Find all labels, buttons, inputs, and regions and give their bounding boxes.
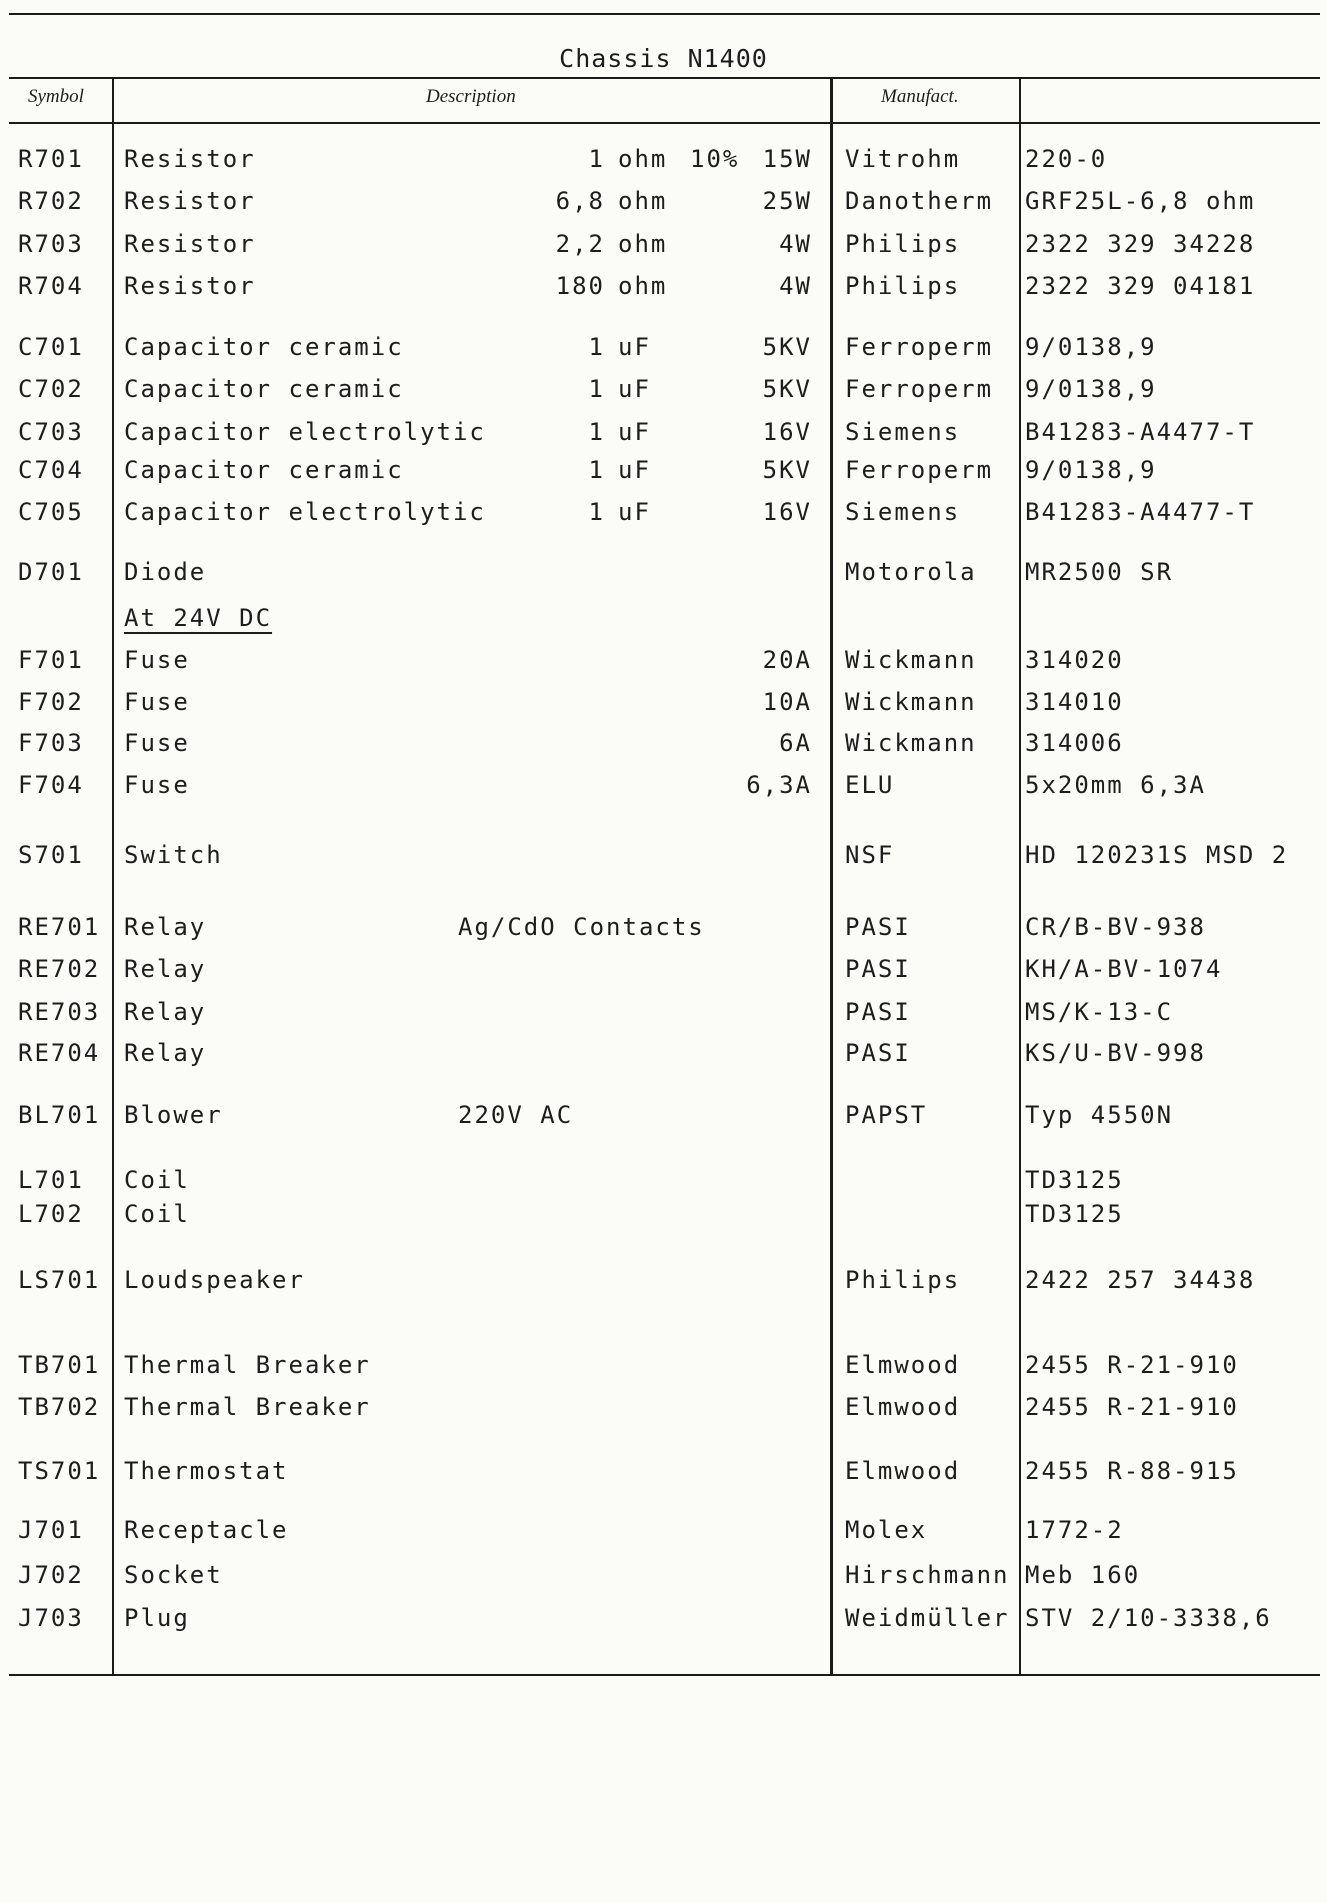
row-manufacturer: Ferroperm: [845, 375, 994, 403]
row-symbol: R703: [18, 230, 84, 258]
row-description: Capacitor electrolytic: [124, 498, 486, 526]
row-symbol: RE702: [18, 955, 101, 983]
row-description: Receptacle: [124, 1516, 289, 1544]
column-divider-symbol: [112, 79, 114, 1674]
header-manufacturer: Manufact.: [881, 86, 959, 107]
row-symbol: F703: [18, 729, 84, 757]
row-symbol: TB701: [18, 1351, 101, 1379]
row-part-number: KS/U-BV-998: [1025, 1039, 1206, 1067]
row-description: Thermal Breaker: [124, 1351, 371, 1379]
row-rating: 4W: [779, 272, 812, 300]
row-part-number: Meb 160: [1025, 1561, 1141, 1589]
row-unit: ohm: [618, 272, 668, 300]
row-manufacturer: NSF: [845, 841, 895, 869]
row-part-number: 220-0: [1025, 145, 1108, 173]
row-manufacturer: PASI: [845, 1039, 911, 1067]
row-part-number: 9/0138,9: [1025, 333, 1157, 361]
row-note: Ag/CdO Contacts: [458, 913, 705, 941]
row-part-number: 2455 R-21-910: [1025, 1393, 1239, 1421]
row-value: 1: [588, 456, 605, 484]
row-symbol: C702: [18, 375, 84, 403]
row-symbol: S701: [18, 841, 84, 869]
row-part-number: 314020: [1025, 646, 1124, 674]
row-manufacturer: Wickmann: [845, 688, 977, 716]
page-title: Chassis N1400: [559, 44, 768, 73]
row-description: Coil: [124, 1166, 190, 1194]
row-manufacturer: Wickmann: [845, 729, 977, 757]
row-part-number: HD 120231S MSD 2: [1025, 841, 1289, 869]
row-manufacturer: Elmwood: [845, 1457, 961, 1485]
row-description: Loudspeaker: [124, 1266, 305, 1294]
row-symbol: RE703: [18, 998, 101, 1026]
row-manufacturer: PASI: [845, 998, 911, 1026]
row-manufacturer: Philips: [845, 272, 961, 300]
row-symbol: R701: [18, 145, 84, 173]
row-symbol: J702: [18, 1561, 84, 1589]
row-value: 1: [588, 333, 605, 361]
row-manufacturer: Hirschmann: [845, 1561, 1010, 1589]
row-part-number: TD3125: [1025, 1166, 1124, 1194]
row-part-number: 1772-2: [1025, 1516, 1124, 1544]
row-symbol: C703: [18, 418, 84, 446]
row-description: Fuse: [124, 688, 190, 716]
row-part-number: KH/A-BV-1074: [1025, 955, 1223, 983]
row-value: 6,8: [555, 187, 605, 215]
row-value: 2,2: [555, 230, 605, 258]
row-description: Switch: [124, 841, 223, 869]
row-description: Resistor: [124, 187, 256, 215]
row-part-number: 5x20mm 6,3A: [1025, 771, 1206, 799]
row-value: 1: [588, 418, 605, 446]
row-note: 220V AC: [458, 1101, 574, 1129]
row-symbol: TS701: [18, 1457, 101, 1485]
row-symbol: F704: [18, 771, 84, 799]
row-symbol: RE701: [18, 913, 101, 941]
row-manufacturer: Ferroperm: [845, 333, 994, 361]
row-part-number: STV 2/10-3338,6: [1025, 1604, 1272, 1632]
row-symbol: RE704: [18, 1039, 101, 1067]
row-unit: uF: [618, 456, 651, 484]
column-divider-manufacturer: [1019, 79, 1021, 1674]
row-manufacturer: PASI: [845, 913, 911, 941]
top-rule: [9, 13, 1320, 15]
row-manufacturer: PASI: [845, 955, 911, 983]
row-unit: uF: [618, 375, 651, 403]
row-rating: 10A: [762, 688, 812, 716]
row-manufacturer: PAPST: [845, 1101, 928, 1129]
row-manufacturer: Vitrohm: [845, 145, 961, 173]
row-manufacturer: Siemens: [845, 498, 961, 526]
row-rating: 5KV: [762, 333, 812, 361]
row-manufacturer: Elmwood: [845, 1393, 961, 1421]
row-symbol: L701: [18, 1166, 84, 1194]
row-description: Thermal Breaker: [124, 1393, 371, 1421]
title-rule: [9, 77, 1320, 79]
row-manufacturer: Motorola: [845, 558, 977, 586]
row-description: Capacitor ceramic: [124, 375, 404, 403]
row-part-number: GRF25L-6,8 ohm: [1025, 187, 1256, 215]
row-manufacturer: Molex: [845, 1516, 928, 1544]
row-part-number: Typ 4550N: [1025, 1101, 1174, 1129]
row-unit: uF: [618, 418, 651, 446]
row-rating: 4W: [779, 230, 812, 258]
row-symbol: R702: [18, 187, 84, 215]
row-unit: uF: [618, 333, 651, 361]
row-part-number: 2455 R-21-910: [1025, 1351, 1239, 1379]
row-description: Diode: [124, 558, 207, 586]
row-description: Capacitor electrolytic: [124, 418, 486, 446]
row-part-number: B41283-A4477-T: [1025, 498, 1256, 526]
row-value: 1: [588, 145, 605, 173]
row-description: Socket: [124, 1561, 223, 1589]
row-part-number: 2422 257 34438: [1025, 1266, 1256, 1294]
row-description: Relay: [124, 998, 207, 1026]
row-symbol: F702: [18, 688, 84, 716]
row-rating: 25W: [762, 187, 812, 215]
row-manufacturer: Wickmann: [845, 646, 977, 674]
row-manufacturer: Ferroperm: [845, 456, 994, 484]
row-symbol: BL701: [18, 1101, 101, 1129]
row-description: At 24V DC: [124, 604, 273, 632]
header-symbol: Symbol: [28, 86, 84, 107]
row-symbol: D701: [18, 558, 84, 586]
row-rating: 6,3A: [746, 771, 812, 799]
row-part-number: CR/B-BV-938: [1025, 913, 1206, 941]
header-rule: [9, 122, 1320, 124]
row-symbol: TB702: [18, 1393, 101, 1421]
row-part-number: 9/0138,9: [1025, 375, 1157, 403]
row-value: 1: [588, 498, 605, 526]
row-manufacturer: Philips: [845, 230, 961, 258]
row-manufacturer: Danotherm: [845, 187, 994, 215]
row-description: Blower: [124, 1101, 223, 1129]
row-symbol: J701: [18, 1516, 84, 1544]
row-rating: 20A: [762, 646, 812, 674]
row-symbol: LS701: [18, 1266, 101, 1294]
row-unit: ohm: [618, 230, 668, 258]
row-description: Resistor: [124, 272, 256, 300]
row-description: Relay: [124, 955, 207, 983]
row-description: Plug: [124, 1604, 190, 1632]
row-rating: 5KV: [762, 456, 812, 484]
row-manufacturer: Siemens: [845, 418, 961, 446]
row-part-number: 2322 329 34228: [1025, 230, 1256, 258]
row-symbol: C704: [18, 456, 84, 484]
row-unit: ohm: [618, 187, 668, 215]
row-symbol: C701: [18, 333, 84, 361]
row-symbol: L702: [18, 1200, 84, 1228]
row-unit: uF: [618, 498, 651, 526]
row-rating: 16V: [762, 498, 812, 526]
row-tolerance: 10%: [690, 145, 740, 173]
row-manufacturer: Philips: [845, 1266, 961, 1294]
row-part-number: 314006: [1025, 729, 1124, 757]
row-description: Coil: [124, 1200, 190, 1228]
row-unit: ohm: [618, 145, 668, 173]
row-description: Capacitor ceramic: [124, 333, 404, 361]
row-description: Resistor: [124, 145, 256, 173]
row-description: Thermostat: [124, 1457, 289, 1485]
row-manufacturer: Elmwood: [845, 1351, 961, 1379]
row-description: Relay: [124, 1039, 207, 1067]
row-description: Fuse: [124, 771, 190, 799]
row-rating: 5KV: [762, 375, 812, 403]
row-part-number: 314010: [1025, 688, 1124, 716]
row-description: Resistor: [124, 230, 256, 258]
header-description: Description: [426, 86, 516, 107]
row-part-number: MS/K-13-C: [1025, 998, 1174, 1026]
row-rating: 6A: [779, 729, 812, 757]
row-part-number: MR2500 SR: [1025, 558, 1174, 586]
row-rating: 16V: [762, 418, 812, 446]
row-symbol: C705: [18, 498, 84, 526]
row-rating: 15W: [762, 145, 812, 173]
row-description: Fuse: [124, 729, 190, 757]
row-symbol: R704: [18, 272, 84, 300]
row-part-number: B41283-A4477-T: [1025, 418, 1256, 446]
row-manufacturer: Weidmüller: [845, 1604, 1010, 1632]
row-description: Fuse: [124, 646, 190, 674]
row-symbol: F701: [18, 646, 84, 674]
row-description: Relay: [124, 913, 207, 941]
column-divider-description: [830, 79, 833, 1674]
row-value: 180: [555, 272, 605, 300]
row-part-number: TD3125: [1025, 1200, 1124, 1228]
row-part-number: 2455 R-88-915: [1025, 1457, 1239, 1485]
row-description: Capacitor ceramic: [124, 456, 404, 484]
row-symbol: J703: [18, 1604, 84, 1632]
row-manufacturer: ELU: [845, 771, 895, 799]
bottom-rule: [9, 1674, 1320, 1676]
row-part-number: 2322 329 04181: [1025, 272, 1256, 300]
row-part-number: 9/0138,9: [1025, 456, 1157, 484]
row-value: 1: [588, 375, 605, 403]
